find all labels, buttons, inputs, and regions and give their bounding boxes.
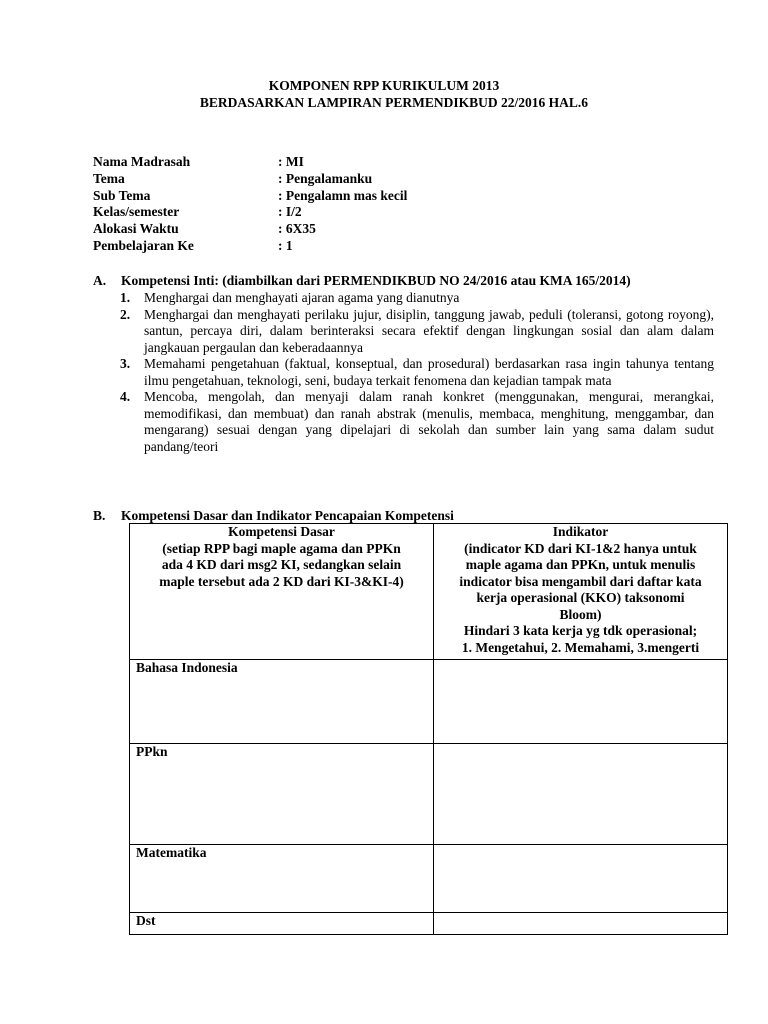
list-item: [120, 356, 714, 389]
header-line: (setiap RPP bagi maple agama dan PPKn: [162, 540, 401, 556]
list-number: 4.: [120, 389, 131, 404]
info-label: Sub Tema: [93, 187, 151, 203]
list-item: [120, 307, 714, 357]
list-number: 2.: [120, 306, 131, 322]
header-line: indicator bisa mengambil dari daftar kata: [459, 573, 702, 589]
table-row: [130, 744, 728, 845]
section-title: Kompetensi Inti: (diambilkan dari PERMENDIKBUD NO 24/2016 atau KMA 165/2014): [121, 273, 631, 288]
info-value: : 1: [278, 237, 293, 253]
info-block: [93, 154, 407, 255]
section-letter: B.: [93, 508, 106, 523]
header-line: Hindari 3 kata kerja yg tdk operasional;: [463, 623, 698, 638]
subject-cell: PPkn: [130, 744, 434, 845]
section-title: Kompetensi Dasar dan Indikator Pencapaian Kompetensi: [121, 508, 454, 523]
indicator-cell: [434, 913, 728, 935]
list-item: [120, 389, 714, 455]
info-row-kelas: [93, 204, 407, 221]
indicator-cell: [434, 845, 728, 913]
header-line: Kompetensi Dasar: [228, 524, 335, 539]
section-a-heading: [93, 273, 631, 290]
document-title: KOMPONEN RPP KURIKULUM 2013: [268, 78, 500, 93]
subject-cell: Matematika: [130, 845, 434, 913]
table-row: [130, 913, 728, 935]
list-item: [120, 290, 714, 307]
info-label: Alokasi Waktu: [93, 221, 179, 237]
info-row-tema: [93, 171, 407, 188]
indicator-cell: [434, 660, 728, 744]
list-number: 1.: [120, 290, 131, 305]
header-line: kerja operasional (KKO) taksonomi: [476, 590, 685, 605]
subject-cell: Bahasa Indonesia: [130, 660, 434, 744]
info-label: Nama Madrasah: [93, 154, 191, 169]
list-text: Menghargai dan menghayati ajaran agama yang dianutnya: [144, 290, 460, 305]
info-value: : I/2: [278, 204, 302, 220]
list-text: Memahami pengetahuan (faktual, konseptual, dan prosedural) berdasarkan rasa ingin tahunya tentang ilmu pengetahuan, teknologi, seni, budaya terkait fenomena dan kejadian tampak mata: [144, 356, 714, 388]
column-header-kompetensi-dasar: [130, 524, 434, 660]
indicator-cell: [434, 744, 728, 845]
info-value: : MI: [278, 154, 304, 169]
section-letter: A.: [93, 273, 107, 288]
info-row-madrasah: [93, 154, 407, 171]
info-label: Pembelajaran Ke: [93, 237, 194, 253]
list-text: Mencoba, mengolah, dan menyaji dalam ranah konkret (menggunakan, mengurai, merangkai, memodifikasi, dan membuat) dan ranah abstrak (menulis, membaca, menghitung, menggambar, dan mengarang) sesuai dengan yang dipelajari di sekolah dan sumber lain yang sama dalam sudut pandang/teori: [144, 389, 714, 454]
info-label: Tema: [93, 170, 125, 186]
table-row: [130, 660, 728, 744]
subject-cell: Dst: [130, 913, 434, 935]
header-line: ada 4 KD dari msg2 KI, sedangkan selain: [161, 557, 402, 572]
info-row-pembelajaran: [93, 238, 407, 255]
info-row-subtema: [93, 188, 407, 205]
info-label: Kelas/semester: [93, 204, 180, 220]
info-value: : Pengalamn mas kecil: [278, 187, 408, 203]
kompetensi-inti-list: [120, 290, 714, 455]
kompetensi-dasar-table: [129, 523, 728, 935]
header-line: maple tersebut ada 2 KD dari KI-3&KI-4): [159, 573, 404, 589]
info-value: : Pengalamanku: [278, 170, 373, 186]
document-subtitle: BERDASARKAN LAMPIRAN PERMENDIKBUD 22/2016 HAL.6: [199, 95, 589, 110]
info-row-alokasi: [93, 221, 407, 238]
header-line: Bloom): [559, 606, 602, 622]
info-value: : 6X35: [278, 221, 316, 237]
header-line: Indikator: [552, 524, 609, 539]
table-header-row: [130, 524, 728, 660]
header-line: (indicator KD dari KI-1&2 hanya untuk: [464, 540, 697, 556]
header-line: maple agama dan PPKn, untuk menulis: [465, 557, 696, 572]
header-line: 1. Mengetahui, 2. Memahami, 3.mengerti: [461, 639, 700, 655]
table-row: [130, 845, 728, 913]
column-header-indikator: [434, 524, 728, 660]
list-text: Menghargai dan menghayati perilaku jujur, disiplin, tanggung jawab, peduli (toleransi, gotong royong), santun, percaya diri, dalam berinteraksi secara efektif dengan lingkungan sosial dan alam dalam jangkauan pergaulan dan keberadaannya: [144, 306, 714, 355]
list-number: 3.: [120, 356, 131, 371]
